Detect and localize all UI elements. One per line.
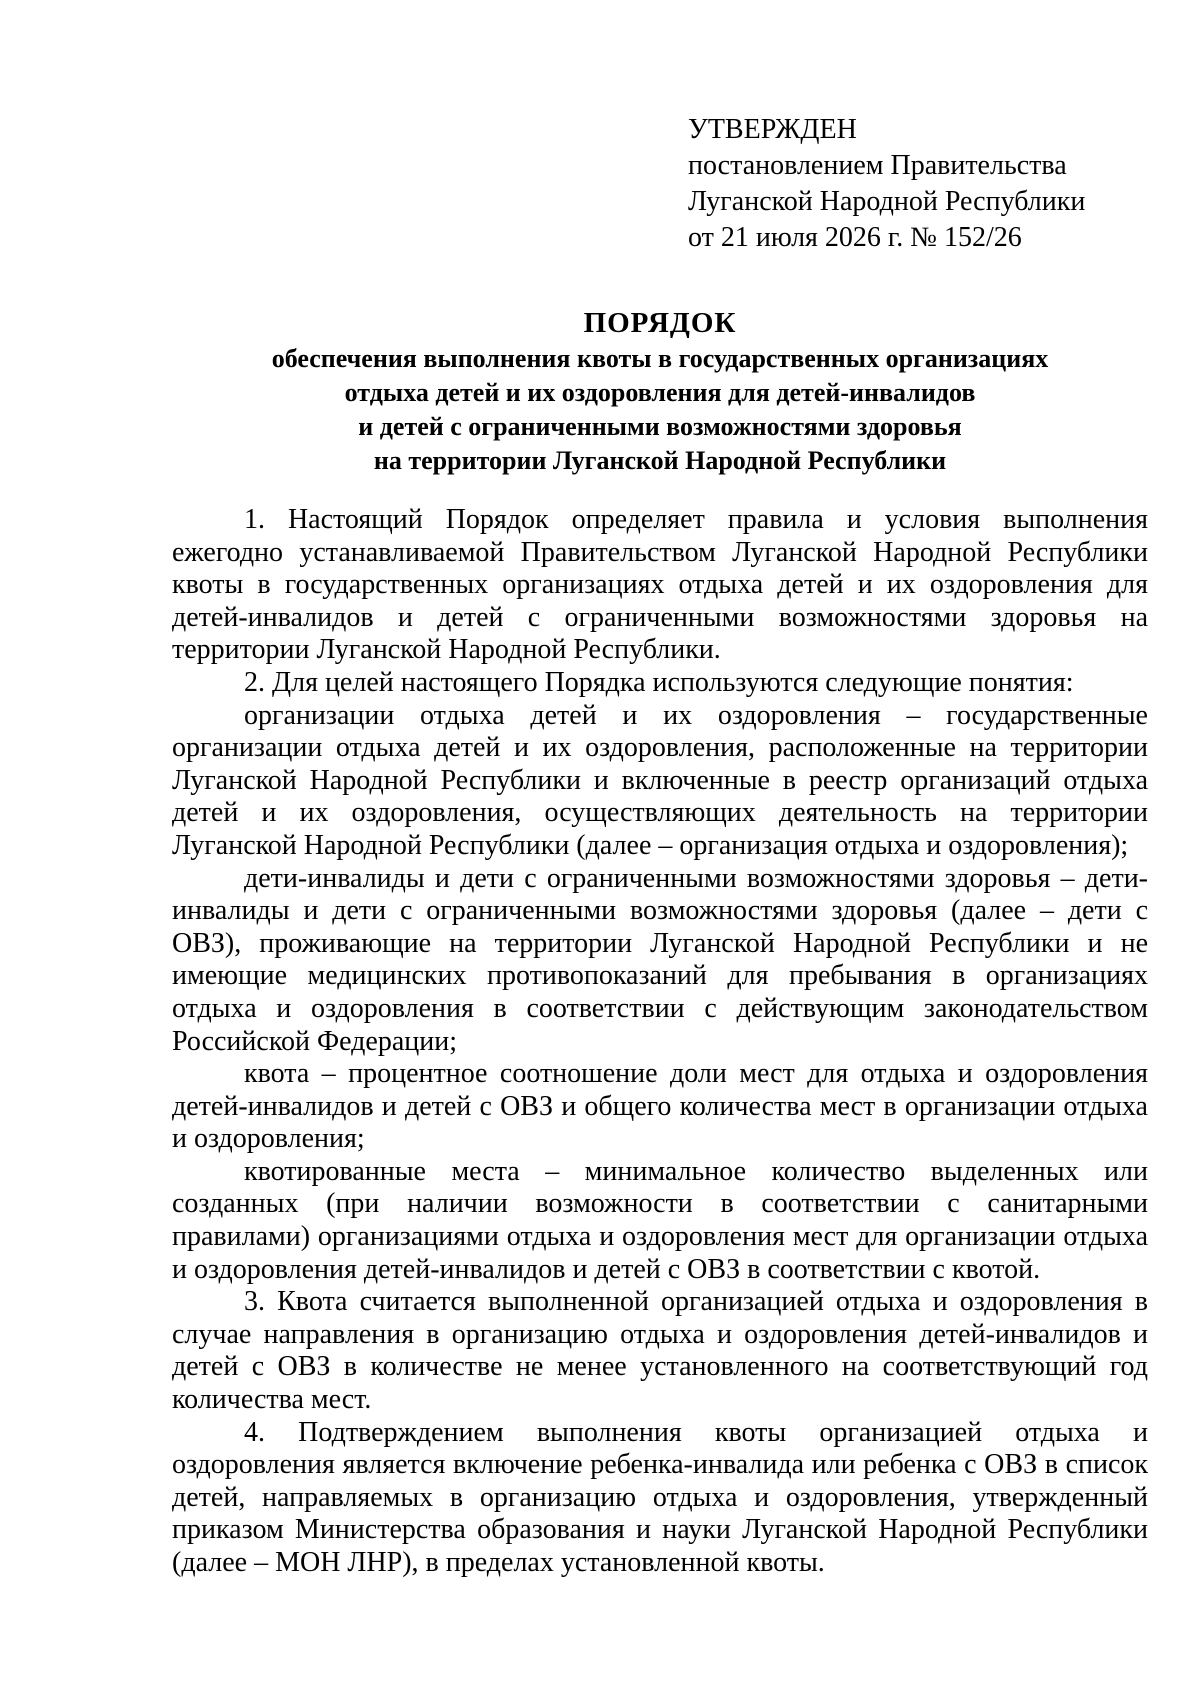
approval-line-government: Луганской Народной Республики — [688, 186, 1086, 217]
approval-line-date-number: от 21 июля 2026 г. № 152/26 — [688, 222, 1022, 253]
subtitle-line: и детей с ограниченными возможностями здоровья — [358, 412, 962, 441]
paragraph-1: 1. Настоящий Порядок определяет правила и условия выполнения ежегодно устанавливаемой Правительством Луганской Народной Республики квоты в государственных организациях отдыха детей и их оздоровления для детей-инвалидов и детей с ограниченными возможностями здоровья на территории Луганской Народной Республики. — [172, 504, 1148, 666]
subtitle-line: обеспечения выполнения квоты в государственных организациях — [271, 344, 1049, 373]
document-title: ПОРЯДОК — [583, 307, 737, 339]
definition-organizations: организации отдыха детей и их оздоровления – государственные организации отдыха детей и их оздоровления, расположенные на территории Луганской Народной Республики и включенные в реестр организаций отдыха детей и их оздоровления, осуществляющих деятельность на территории Луганской Народной Республики (далее – организация отдыха и оздоровления); — [172, 699, 1148, 861]
subtitle-line: отдыха детей и их оздоровления для детей-инвалидов — [344, 378, 976, 407]
definition-quota: квота – процентное соотношение доли мест для отдыха и оздоровления детей-инвалидов и детей с ОВЗ и общего количества мест в организации отдыха и оздоровления; — [172, 1058, 1148, 1155]
paragraph-4: 4. Подтверждением выполнения квоты организацией отдыха и оздоровления является включение ребенка-инвалида или ребенка с ОВЗ в список детей, направляемых в организацию отдыха и оздоровления, утвержденный приказом Министерства образования и науки Луганской Народной Республики (далее – МОН ЛНР), в пределах установленной квоты. — [172, 1416, 1148, 1578]
paragraph-3: 3. Квота считается выполненной организацией отдыха и оздоровления в случае направления в организацию отдыха и оздоровления детей-инвалидов и детей с ОВЗ в количестве не менее установленного на соответствующий год количества мест. — [172, 1286, 1148, 1416]
definition-quota-places: квотированные места – минимальное количество выделенных или созданных (при наличии возможности в соответствии с санитарными правилами) организациями отдыха и оздоровления мест для организации отдыха и оздоровления детей-инвалидов и детей с ОВЗ в соответствии с квотой. — [172, 1155, 1148, 1285]
document-body — [172, 504, 1148, 1580]
approval-stamp-block — [688, 112, 1085, 256]
subtitle-line: на территории Луганской Народной Республики — [373, 446, 947, 475]
paragraph-2: 2. Для целей настоящего Порядка используются следующие понятия: — [244, 666, 1074, 698]
approval-heading: УТВЕРЖДЕН — [688, 114, 857, 145]
approval-line-decree: постановлением Правительства — [688, 150, 1067, 181]
definition-children: дети-инвалиды и дети с ограниченными возможностями здоровья – дети-инвалиды и дети с ограниченными возможностями здоровья (далее – дети с ОВЗ), проживающие на территории Луганской Народной Республики и не имеющие медицинских противопоказаний для пребывания в организациях отдыха и оздоровления в соответствии с действующим законодательством Российской Федерации; — [172, 862, 1148, 1057]
document-subtitle — [172, 342, 1148, 478]
document-title-block — [172, 306, 1148, 478]
